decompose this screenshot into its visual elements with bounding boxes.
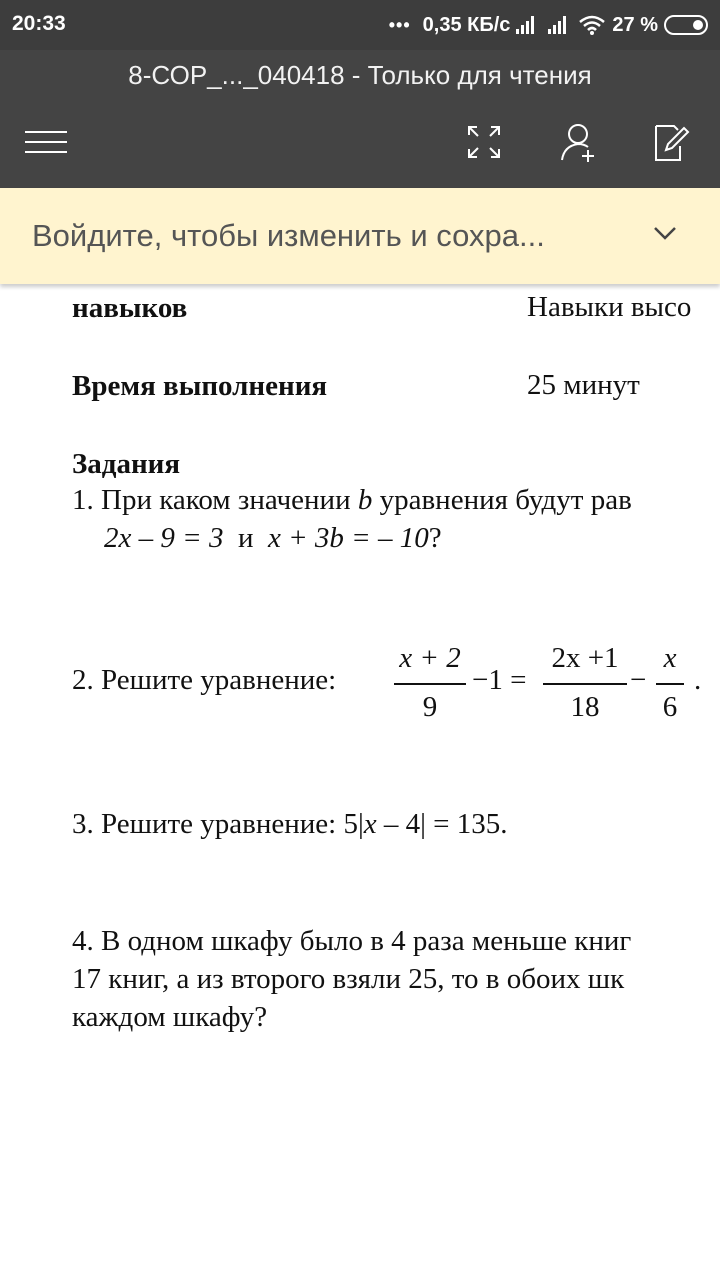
task2-f3-den: 6 (662, 691, 678, 723)
notification-dots: ••• (388, 14, 411, 35)
time-label: Время выполнения (72, 370, 328, 402)
task2-prefix: 2. Решите уравнение: (72, 664, 337, 696)
task2-period: . (694, 664, 702, 696)
task1-question: 1. При каком значении b уравнения будут рав (72, 484, 632, 516)
hamburger-menu-icon[interactable] (24, 120, 68, 164)
task2-f1-num: x + 2 (399, 642, 461, 674)
add-person-icon[interactable] (556, 120, 600, 164)
task2-fraction-2 (543, 642, 627, 724)
signal-icon (516, 16, 534, 34)
signin-banner-text: Войдите, чтобы изменить и сохра... (32, 218, 545, 253)
battery-percent: 27 % (612, 13, 658, 36)
document-title: 8-СОР_..._040418 - Только для чтения (128, 60, 592, 90)
task1-eq2: x + 3b = – 10 (267, 522, 429, 554)
task2-minus-one: −1 = (472, 664, 527, 696)
task1-var: b (357, 484, 373, 516)
task3-prefix: 3. Решите уравнение: (72, 808, 344, 840)
battery-icon (664, 15, 708, 35)
expand-arrows-icon[interactable] (462, 120, 506, 164)
task1-number: 1 (72, 484, 87, 516)
fraction-bar (394, 683, 466, 685)
task1-conj: и (237, 522, 254, 554)
task1-qmark: ? (428, 522, 442, 554)
task2-f2-den: 18 (570, 691, 600, 723)
task1-eq1: 2x – 9 = 3 (104, 522, 224, 554)
task3-line (72, 808, 508, 841)
document-page (0, 284, 720, 1280)
task4-line3: каждом шкафу? (72, 1001, 268, 1033)
task1-text-before: При каком значении (101, 484, 358, 516)
time-value: 25 минут (527, 369, 640, 401)
task3-expr-a: 5| (343, 808, 364, 840)
network-speed: 0,35 КБ/с (422, 13, 511, 36)
task3-expr-x: x (363, 808, 377, 840)
task4-line1: 4. В одном шкафу было в 4 раза меньше книг (72, 925, 632, 957)
tasks-heading: Задания (72, 448, 181, 480)
task3-expr-b: – 4| = 135. (376, 808, 508, 840)
task2-fraction-1 (394, 642, 466, 724)
signin-banner[interactable] (0, 188, 720, 284)
signal-icon-2 (548, 16, 566, 34)
task4-line2: 17 книг, а из второго взяли 25, то в обоих шк (72, 963, 625, 995)
task2-fraction-3 (656, 642, 684, 724)
status-time: 20:33 (12, 12, 66, 35)
app-bar (0, 50, 720, 188)
task2-f1-den: 9 (422, 691, 438, 723)
task2-f2-num: 2x +1 (551, 642, 619, 674)
task2-f3-num: x (663, 642, 677, 674)
chevron-down-icon[interactable] (650, 218, 680, 248)
task1-text-after: уравнения будут рав (372, 484, 632, 516)
skills-label: навыков (72, 292, 188, 324)
task2-minus: − (630, 664, 647, 696)
skills-value: Навыки высо (527, 291, 692, 323)
status-bar (0, 0, 720, 50)
task1-equations (104, 522, 442, 555)
fraction-bar (543, 683, 627, 685)
edit-pencil-icon[interactable] (648, 120, 692, 164)
wifi-icon (578, 14, 606, 36)
fraction-bar (656, 683, 684, 685)
status-indicators (389, 12, 708, 38)
